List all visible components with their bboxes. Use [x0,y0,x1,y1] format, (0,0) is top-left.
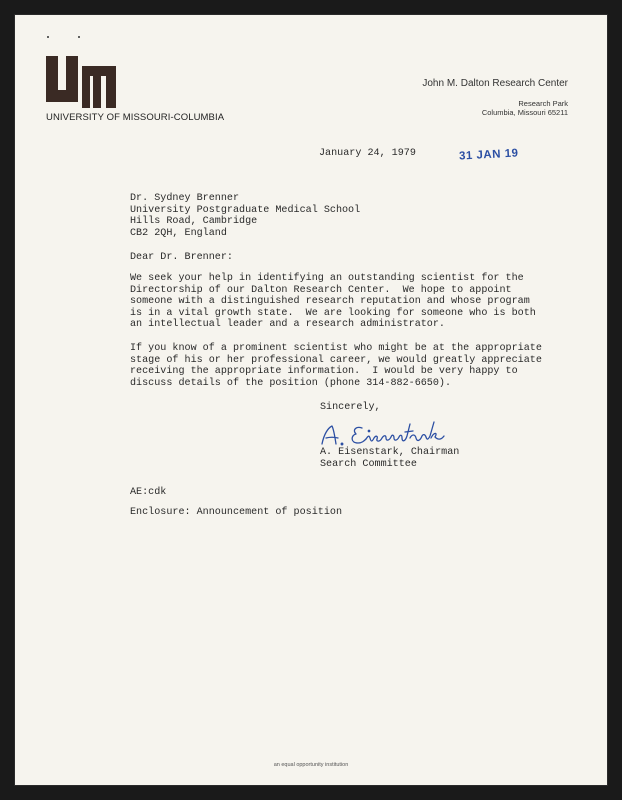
signer-title: Search Committee [320,458,417,470]
closing: Sincerely, [320,402,381,413]
recipient-line: University Postgraduate Medical School [130,204,361,216]
handwritten-signature [314,416,474,450]
body-paragraph-2: If you know of a prominent scientist who might be at the appropriate stage of his or her professional career, we would greatly appreciate receiving the appropriate information. I would be very happy to discuss details of the position (phone 314-882-6650). [130,343,542,389]
body-paragraph-1: We seek your help in identifying an outstanding scientist for the Directorship of our Dalton Research Center. We hope to appoint someone with a distinguished research reputation and whose program is in a vital growth state. We are looking for someone who is both an intellectual leader and a research administrator. [130,273,536,331]
received-stamp: 31 JAN 19 [458,147,519,163]
letter-date: January 24, 1979 [319,148,416,159]
center-address [482,99,568,117]
reference-initials: AE:cdk [130,487,167,498]
salutation: Dear Dr. Brenner: [130,252,233,263]
recipient-line: Dr. Sydney Brenner [130,193,240,204]
punch-mark [47,36,49,38]
recipient-line: CB2 2QH, England [130,227,227,239]
punch-mark [78,36,80,38]
university-name: UNIVERSITY OF MISSOURI-COLUMBIA [46,112,225,123]
research-center-name: John M. Dalton Research Center [422,78,568,89]
enclosure-note: Enclosure: Announcement of position [130,507,343,518]
signer-block [320,447,459,470]
footer-note: an equal opportunity institution [273,762,349,768]
recipient-line: Hills Road, Cambridge [130,216,258,227]
recipient-address [130,193,360,239]
address-line: Columbia, Missouri 65211 [481,108,568,117]
university-logo [46,56,116,108]
address-line: Research Park [518,99,568,108]
letter-page [14,14,608,786]
signer-name: A. Eisenstark, Chairman [320,447,460,458]
